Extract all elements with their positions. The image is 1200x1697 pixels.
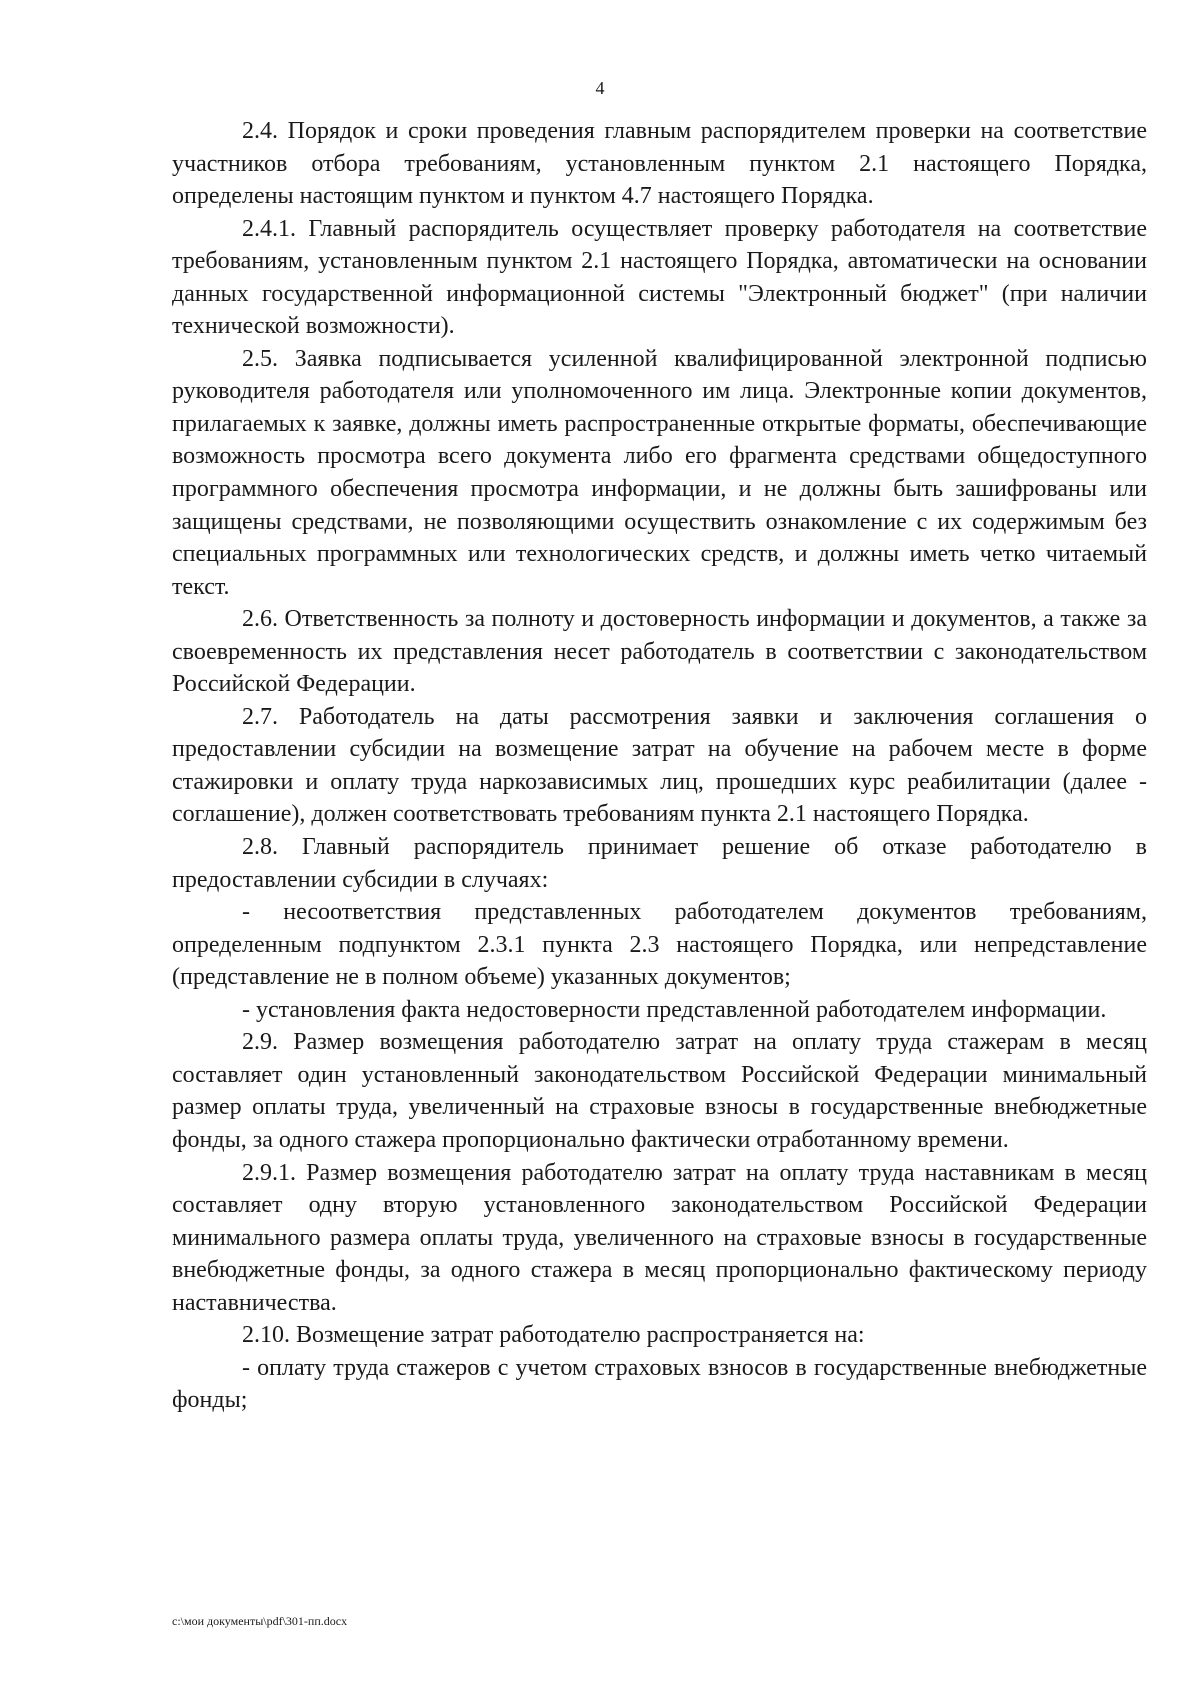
paragraph-2-6: 2.6. Ответственность за полноту и достоверность информации и документов, а также за своевременность их представления несет работодатель в соответствии с законодательством Российской Федерации. xyxy=(172,606,1147,698)
list-item-nonconformity: - несоответствия представленных работодателем документов требованиям, определенным подпунктом 2.3.1 пункта 2.3 настоящего Порядка, или непредставление (представление не в полном объеме) указанных документов; xyxy=(172,899,1147,991)
paragraph-2-10: 2.10. Возмещение затрат работодателю распространяется на: xyxy=(242,1322,865,1349)
list-item-intern-pay: - оплату труда стажеров с учетом страховых взносов в государственные внебюджетные фонды; xyxy=(172,1354,1147,1414)
paragraph-2-8: 2.8. Главный распорядитель принимает решение об отказе работодателю в предоставлении субсидии в случаях: xyxy=(172,834,1147,893)
page-number: 4 xyxy=(595,78,605,98)
paragraph-2-4: 2.4. Порядок и сроки проведения главным распорядителем проверки на соответствие участников отбора требованиям, установленным пунктом 2.1 настоящего Порядка, определены настоящим пунктом и пунктом 4.7 настоящего Порядка. xyxy=(172,118,1147,210)
paragraph-2-4-1: 2.4.1. Главный распорядитель осуществляет проверку работодателя на соответствие требованиям, установленным пунктом 2.1 настоящего Порядка, автоматически на основании данных государственной информационной системы "Электронный бюджет" (при наличии технической возможности). xyxy=(172,215,1147,340)
footer-file-path: c:\мои документы\pdf\301-пп.docx xyxy=(172,1614,348,1628)
paragraph-2-5: 2.5. Заявка подписывается усиленной квалифицированной электронной подписью руководителя работодателя или уполномоченного им лица. Электронные копии документов, прилагаемых к заявке, должны иметь распространенные открытые форматы, обеспечивающие возможность просмотра всего документа либо его фрагмента средствами общедоступного программного обеспечения просмотра информации, и не должны быть зашифрованы или защищены средствами, не позволяющими осуществить ознакомление с их содержимым без специальных программных или технологических средств, и должны иметь четко читаемый текст. xyxy=(172,345,1147,600)
list-item-inaccuracy: - установления факта недостоверности представленной работодателем информации. xyxy=(242,996,1107,1023)
paragraph-2-9-1: 2.9.1. Размер возмещения работодателю затрат на оплату труда наставникам в месяц составляет одну вторую установленного законодательством Российской Федерации минимального размера оплаты труда, увеличенного на страховые взносы в государственные внебюджетные фонды, за одного стажера в месяц пропорционально фактическому периоду наставничества. xyxy=(172,1159,1147,1316)
document-body xyxy=(172,115,1147,1417)
paragraph-2-7: 2.7. Работодатель на даты рассмотрения заявки и заключения соглашения о предоставлении субсидии на возмещение затрат на обучение на рабочем месте в форме стажировки и оплату труда наркозависимых лиц, прошедших курс реабилитации (далее - соглашение), должен соответствовать требованиям пункта 2.1 настоящего Порядка. xyxy=(172,703,1147,828)
paragraph-2-9: 2.9. Размер возмещения работодателю затрат на оплату труда стажерам в месяц составляет один установленный законодательством Российской Федерации минимальный размер оплаты труда, увеличенный на страховые взносы в государственные внебюджетные фонды, за одного стажера пропорционально фактически отработанному времени. xyxy=(172,1029,1147,1153)
